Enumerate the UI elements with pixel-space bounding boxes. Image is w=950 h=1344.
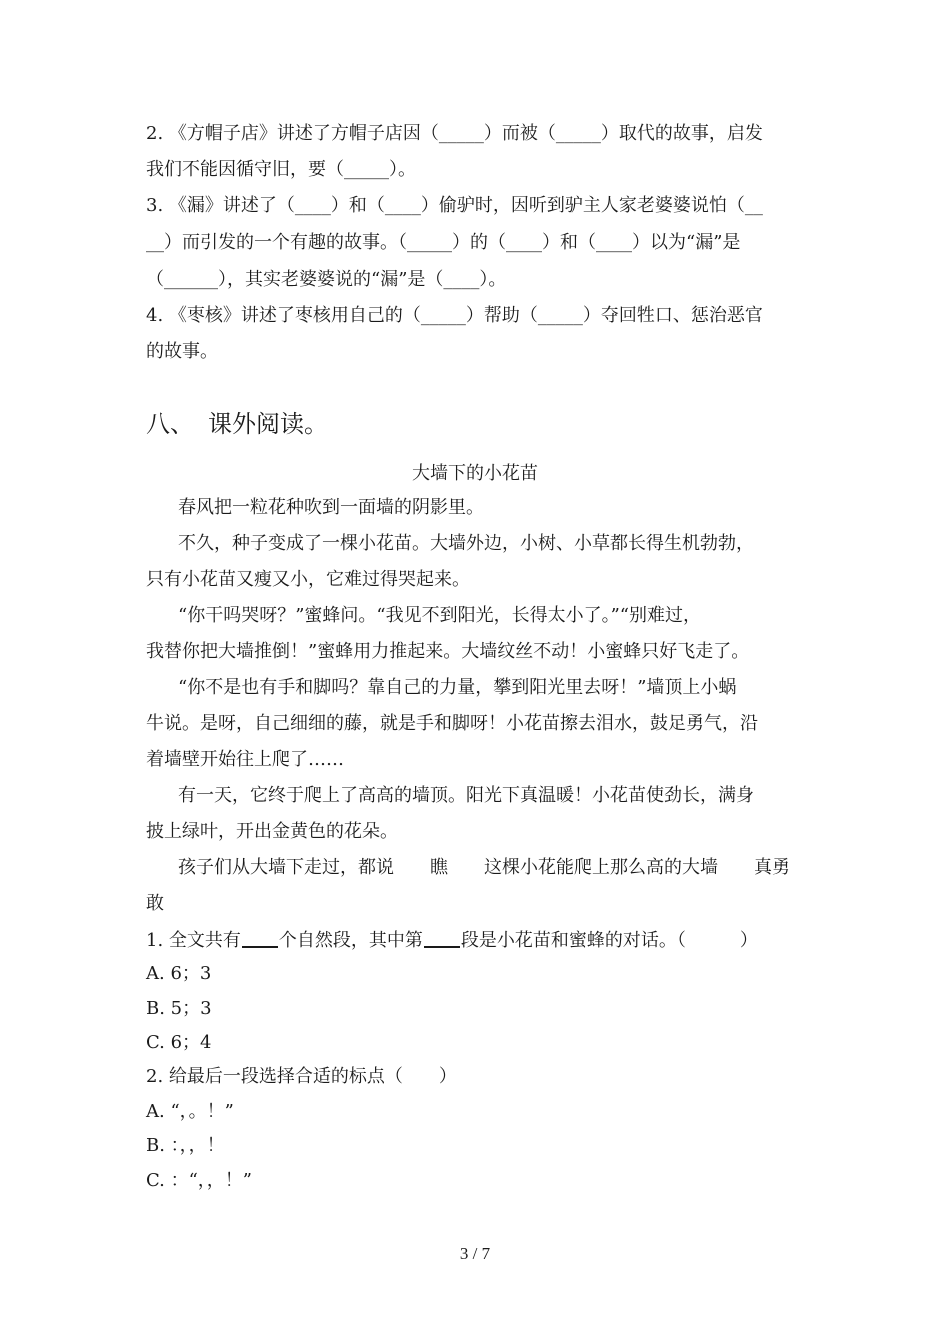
question-1-option-c: C. 6；4: [146, 1032, 212, 1053]
question-1-option-b: B. 5；3: [146, 998, 212, 1019]
passage-paragraph-5-line-1: 有一天，它终于爬上了高高的墙顶。阳光下真温暖！小花苗使劲长，满身: [178, 785, 754, 806]
question-1-part-c: 段是小花苗和蜜蜂的对话。（ ）: [460, 930, 758, 951]
passage-paragraph-1: 春风把一粒花种吹到一面墙的阴影里。: [178, 497, 484, 518]
question-1-option-a: A. 6；3: [146, 963, 212, 984]
review-question-4-line-1: 4. 《枣核》讲述了枣核用自己的（_____）帮助（_____）夺回牲口、惩治恶官: [146, 305, 763, 326]
question-1-part-a: 1. 全文共有: [146, 930, 241, 951]
review-question-2-line-2: 我们不能因循守旧，要（_____）。: [146, 159, 416, 180]
passage-paragraph-3-line-2: 我替你把大墙推倒！”蜜蜂用力推起来。大墙纹丝不动！小蜜蜂只好飞走了。: [146, 641, 750, 662]
review-question-3-line-1: 3. 《漏》讲述了（____）和（____）偷驴时，因听到驴主人家老婆婆说怕（__: [146, 195, 763, 216]
section-number: 八、: [146, 410, 194, 438]
passage-paragraph-4-line-2: 牛说。是呀，自己细细的藤，就是手和脚呀！小花苗擦去泪水，鼓足勇气，沿: [146, 713, 758, 734]
question-2: 2. 给最后一段选择合适的标点（ ）: [146, 1066, 457, 1087]
passage-paragraph-6-line-2: 敢: [146, 893, 164, 914]
question-1: [146, 928, 816, 953]
passage-paragraph-2-line-2: 只有小花苗又瘦又小，它难过得哭起来。: [146, 569, 470, 590]
section-heading: [146, 408, 328, 440]
page-number: 3 / 7: [459, 1244, 491, 1263]
passage-paragraph-3-line-1: “你干吗哭呀？”蜜蜂问。“我见不到阳光，长得太小了。”“别难过，: [178, 605, 702, 626]
passage-paragraph-4-line-1: “你不是也有手和脚吗？靠自己的力量，攀到阳光里去呀！”墙顶上小蜗: [178, 677, 737, 698]
question-2-option-b: B. ：，，！: [146, 1135, 225, 1156]
passage-title: 大墙下的小花苗: [412, 463, 538, 484]
review-question-2-line-1: 2. 《方帽子店》讲述了方帽子店因（_____）而被（_____）取代的故事，启发: [146, 123, 763, 144]
review-question-3-line-3: （______），其实老婆婆说的“漏”是（____）。: [146, 269, 507, 290]
question-1-part-b: 个自然段，其中第: [278, 930, 423, 951]
section-title: 课外阅读。: [208, 410, 328, 438]
question-2-option-a: A. “，。！”: [146, 1101, 234, 1122]
passage-paragraph-2-line-1: 不久，种子变成了一棵小花苗。大墙外边，小树、小草都长得生机勃勃，: [178, 533, 754, 554]
review-question-4-line-2: 的故事。: [146, 341, 218, 362]
passage-paragraph-4-line-3: 着墙壁开始往上爬了……: [146, 749, 344, 770]
passage-paragraph-6-line-1: 孩子们从大墙下走过，都说 瞧 这棵小花能爬上那么高的大墙 真勇: [178, 857, 790, 878]
answer-blank[interactable]: [424, 928, 460, 948]
answer-blank[interactable]: [242, 928, 278, 948]
question-2-option-c: C. ：“，，！”: [146, 1170, 252, 1191]
review-question-3-line-2: __）而引发的一个有趣的故事。（_____）的（____）和（____）以为“漏”是: [146, 232, 741, 253]
passage-paragraph-5-line-2: 披上绿叶，开出金黄色的花朵。: [146, 821, 398, 842]
